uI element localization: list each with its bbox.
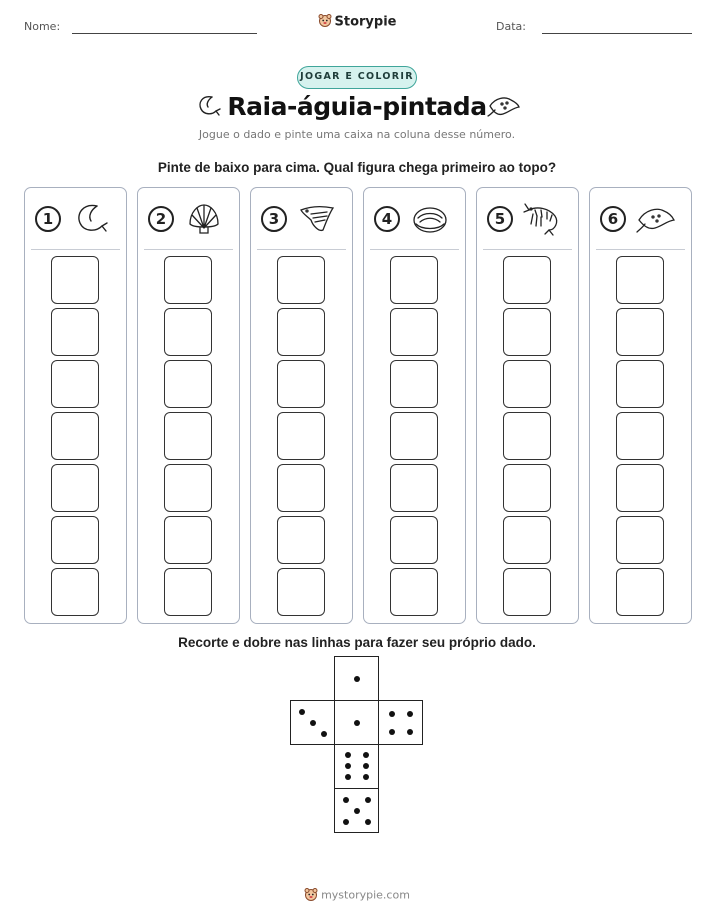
brand-name: Storypie [334,14,397,30]
column-number: 4 [374,206,400,232]
column-1 [24,187,127,624]
column-divider [31,249,120,250]
die-pip [343,797,349,803]
date-label: Data: [496,20,526,33]
color-box[interactable] [503,308,551,356]
subtitle: Jogue o dado e pinte uma caixa na coluna desse número. [198,128,516,141]
instruction: Pinte de baixo para cima. Qual figura chega primeiro ao topo? [157,160,557,175]
die-pip [407,711,413,717]
stingray-icon [636,200,676,245]
column-number: 3 [261,206,287,232]
color-box[interactable] [51,464,99,512]
column-number: 1 [35,206,61,232]
color-box[interactable] [616,308,664,356]
color-box[interactable] [616,412,664,460]
page-title: Raia-águia-pintada [227,92,487,121]
storypie-logo-icon [318,13,332,31]
column-header [374,200,456,240]
color-box[interactable] [51,412,99,460]
die-face-5 [334,788,379,833]
color-box[interactable] [51,256,99,304]
color-box[interactable] [51,360,99,408]
color-box[interactable] [503,256,551,304]
color-box[interactable] [164,256,212,304]
die-pip [299,709,305,715]
column-divider [257,249,346,250]
color-box[interactable] [277,568,325,616]
shrimp-icon [523,200,563,245]
color-box[interactable] [390,256,438,304]
color-box[interactable] [390,516,438,564]
color-box[interactable] [390,308,438,356]
die-pip [354,676,360,682]
column-4 [363,187,466,624]
die-pip [343,819,349,825]
color-box[interactable] [390,464,438,512]
activity-badge: JOGAR E COLORIR [297,66,417,89]
clam-shell-icon [410,200,450,245]
date-line[interactable] [542,33,692,34]
die-face-6 [334,744,379,789]
name-line[interactable] [72,33,257,34]
color-box[interactable] [390,412,438,460]
color-box[interactable] [503,464,551,512]
column-header [148,200,230,240]
column-number: 2 [148,206,174,232]
color-box[interactable] [51,568,99,616]
die-pip [363,774,369,780]
color-box[interactable] [503,568,551,616]
column-divider [370,249,459,250]
color-box[interactable] [164,412,212,460]
footer-url[interactable]: mystorypie.com [321,888,410,902]
angelfish-icon [297,200,337,245]
column-5 [476,187,579,624]
die-face-1 [334,700,379,745]
die-pip [389,711,395,717]
fish-hook-icon [71,200,111,245]
column-header [35,200,117,240]
die-face-4 [378,700,423,745]
color-box[interactable] [616,360,664,408]
color-box[interactable] [390,568,438,616]
color-box[interactable] [164,568,212,616]
die-pip [345,752,351,758]
die-pip [407,729,413,735]
cut-instruction: Recorte e dobre nas linhas para fazer seu próprio dado. [178,635,536,650]
column-6 [589,187,692,624]
color-box[interactable] [390,360,438,408]
die-pip [345,774,351,780]
color-box[interactable] [164,516,212,564]
color-box[interactable] [277,360,325,408]
brand-header [0,13,714,31]
column-header [261,200,343,240]
die-face-1 [334,656,379,701]
column-3 [250,187,353,624]
die-pip [310,720,316,726]
color-box[interactable] [616,256,664,304]
column-divider [596,249,685,250]
column-number: 6 [600,206,626,232]
die-pip [363,763,369,769]
column-2 [137,187,240,624]
column-divider [483,249,572,250]
color-box[interactable] [503,412,551,460]
name-label: Nome: [24,20,61,33]
column-header [600,200,682,240]
die-pip [365,819,371,825]
footer [0,887,714,904]
die-pip [389,729,395,735]
color-box[interactable] [503,360,551,408]
die-pip [354,720,360,726]
color-box[interactable] [616,464,664,512]
color-box[interactable] [277,308,325,356]
color-box[interactable] [616,516,664,564]
scallop-shell-icon [184,200,224,245]
color-box[interactable] [51,308,99,356]
column-number: 5 [487,206,513,232]
storypie-logo-icon [304,887,318,904]
die-face-3 [290,700,335,745]
color-box[interactable] [164,360,212,408]
color-box[interactable] [277,516,325,564]
color-box[interactable] [503,516,551,564]
color-box[interactable] [277,464,325,512]
color-box[interactable] [616,568,664,616]
column-header [487,200,569,240]
die-pip [365,797,371,803]
column-divider [144,249,233,250]
color-box[interactable] [277,256,325,304]
die-pip [354,808,360,814]
color-box[interactable] [51,516,99,564]
color-box[interactable] [277,412,325,460]
color-box[interactable] [164,308,212,356]
color-box[interactable] [164,464,212,512]
die-pip [363,752,369,758]
die-pip [345,763,351,769]
stingray-icon [487,94,521,123]
die-pip [321,731,327,737]
